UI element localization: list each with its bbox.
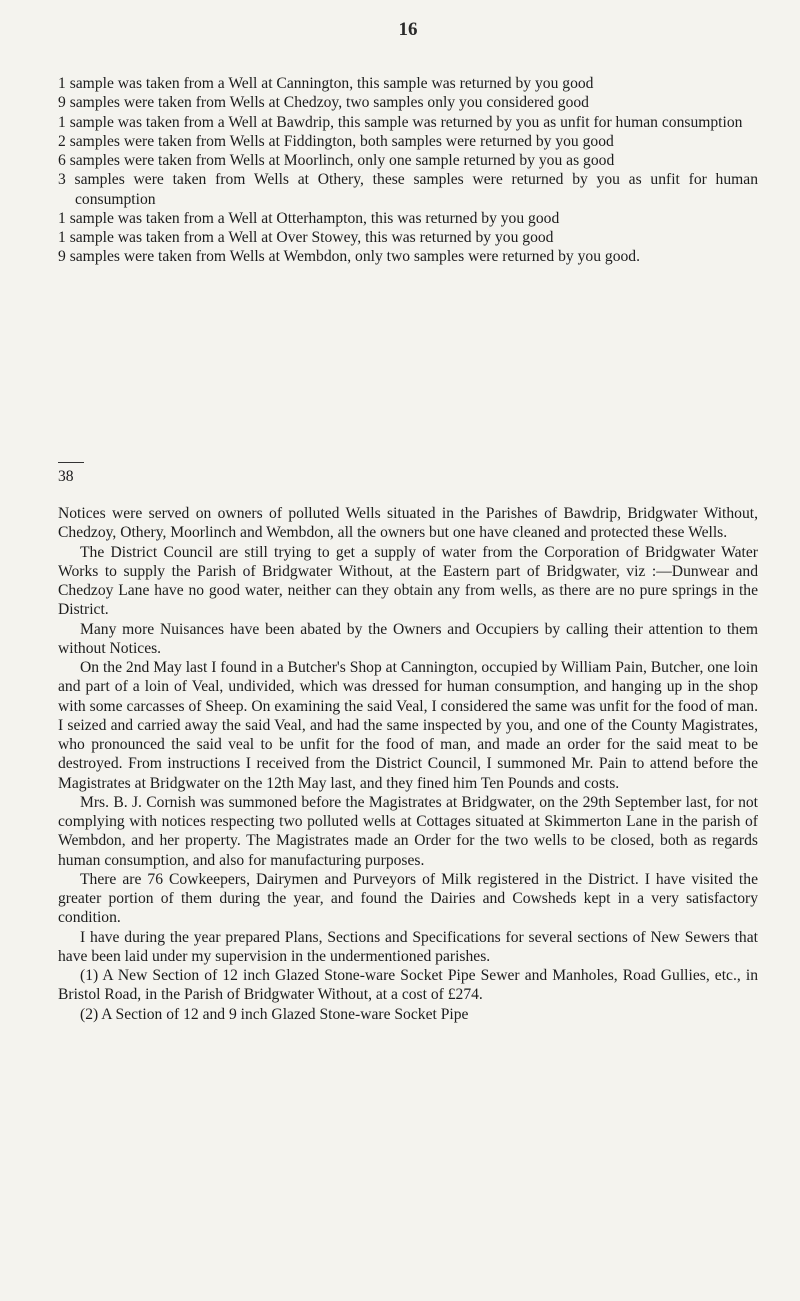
total-divider: [58, 462, 84, 463]
list-item: 2 samples were taken from Wells at Fiddington, both samples were returned by you good: [58, 132, 614, 150]
samples-total: [58, 462, 178, 486]
list-item: 9 samples were taken from Wells at Wembdon, only two samples were returned by you good.: [58, 248, 640, 266]
list-item: 1 sample was taken from a Well at Otterhampton, this was returned by you good: [58, 209, 560, 227]
list-item: 1 sample was taken from a Well at Bawdrip, this sample was returned by you as unfit for human consumption: [58, 113, 743, 131]
paragraph-water-supply: The District Council are still trying to get a supply of water from the Corporation of Bridgwater Water Works to supply the Parish of Bridgwater Without, at the Eastern part of Bridgwater, viz :—Dunwear and Chedzoy Lane have no good water, neither can they obtain any from wells, as there are no pure springs in the District.: [58, 543, 758, 619]
list-item: 3 samples were taken from Wells at Othery, these samples were returned by you as unfit for human consumption: [58, 171, 758, 208]
paragraph-sewer-section-1: (1) A New Section of 12 inch Glazed Stone-ware Socket Pipe Sewer and Manholes, Road Gullies, etc., in Bristol Road, in the Parish of Bridgwater Without, at a cost of £274.: [58, 967, 758, 1004]
paragraph-veal-seizure: On the 2nd May last I found in a Butcher's Shop at Cannington, occupied by William Pain, Butcher, one loin and part of a loin of Veal, undivided, which was dressed for human consumption, and hanging up in the shop with some carcasses of Sheep. On examining the said Veal, I considered the same was unfit for the food of man. I seized and carried away the said Veal, and had the same inspected by you, and one of the County Magistrates, who pronounced the said veal to be unfit for the food of man, and made an order for the said meat to be destroyed. From instructions I received from the District Council, I summoned Mr. Pain to attend before the Magistrates at Bridgwater on the 12th May last, and they fined him Ten Pounds and costs.: [58, 659, 758, 792]
list-item: 6 samples were taken from Wells at Moorlinch, only one sample returned by you as good: [58, 152, 615, 169]
paragraph-sewer-section-2: (2) A Section of 12 and 9 inch Glazed Stone-ware Socket Pipe: [80, 1005, 469, 1023]
samples-total-value: 38: [58, 468, 74, 485]
well-samples-list: [58, 74, 758, 267]
paragraph-nuisances: Many more Nuisances have been abated by the Owners and Occupiers by calling their attention to them without Notices.: [58, 620, 758, 657]
paragraph-notices: Notices were served on owners of polluted Wells situated in the Parishes of Bawdrip, Bridgwater Without, Chedzoy, Othery, Moorlinch and Wembdon, all the owners but one have cleaned and protected these Wells.: [58, 505, 758, 542]
paragraph-sewer-plans: I have during the year prepared Plans, Sections and Specifications for several sections of New Sewers that have been laid under my supervision in the undermentioned parishes.: [58, 928, 758, 965]
list-item: 1 sample was taken from a Well at Cannington, this sample was returned by you good: [58, 75, 594, 92]
list-item: 9 samples were taken from Wells at Chedzoy, two samples only you considered good: [58, 94, 589, 112]
paragraph-cornish-summons: Mrs. B. J. Cornish was summoned before the Magistrates at Bridgwater, on the 29th September last, for not complying with notices respecting two polluted wells at Cottages situated at Skimmerton Lane in the parish of Wembdon, and her property. The Magistrates made an Order for the two wells to be closed, both as regards human consumption, and also for manufacturing purposes.: [58, 793, 758, 869]
list-item: 1 sample was taken from a Well at Over Stowey, this was returned by you good: [58, 229, 554, 246]
page-number: 16: [398, 19, 418, 40]
report-body: [58, 504, 758, 1024]
paragraph-dairies: There are 76 Cowkeepers, Dairymen and Purveyors of Milk registered in the District. I have visited the greater portion of them during the year, and found the Dairies and Cowsheds kept in a very satisfactory condition.: [58, 870, 758, 927]
